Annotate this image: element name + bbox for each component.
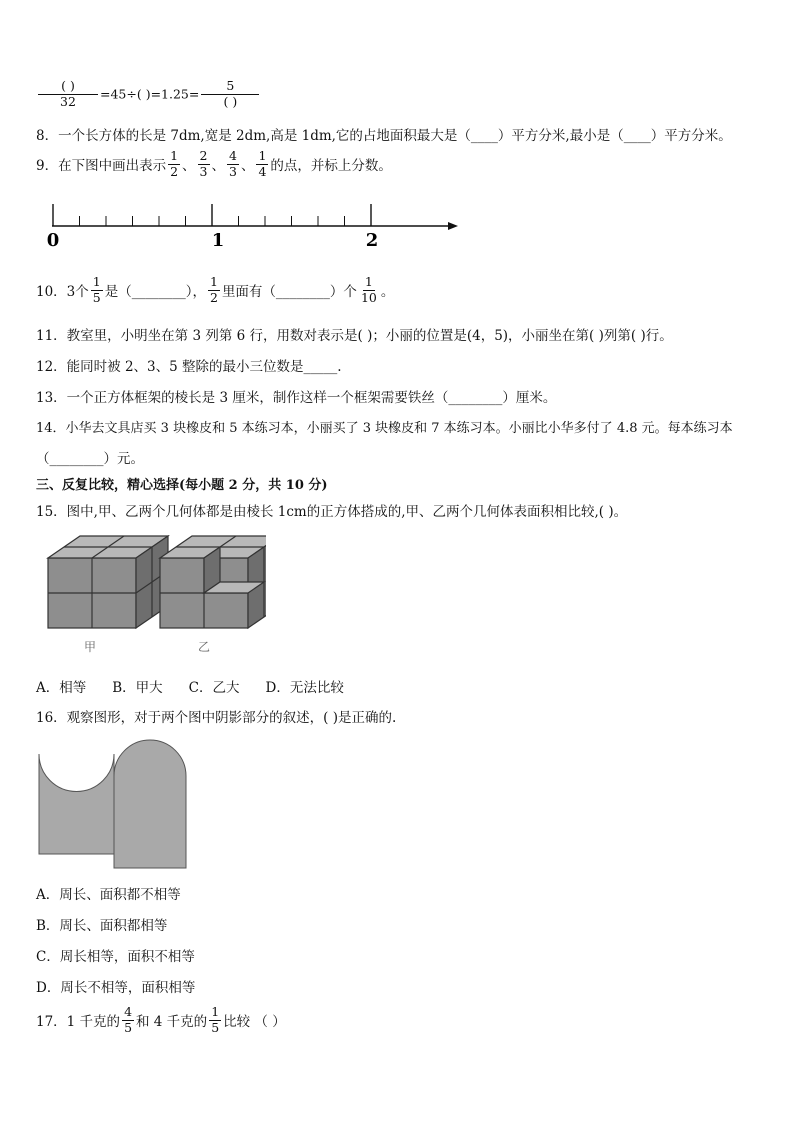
question-16: 16．观察图形，对于两个图中阴影部分的叙述，( )是正确的. — [36, 710, 397, 726]
fraction-half: $\frac{1}{2}$ — [170, 148, 179, 179]
fraction: $\frac{1}{5}$ — [211, 1004, 220, 1035]
fraction: $\frac{1}{2}$ — [209, 274, 218, 305]
option-d[interactable]: D．无法比较 — [265, 680, 344, 696]
question-15: 15．图中,甲、乙两个几何体都是由棱长 1cm的正方体搭成的,甲、乙两个几何体表面积相比较,( )。 — [36, 504, 628, 520]
option-b[interactable]: B．甲大 — [112, 680, 163, 696]
question-11: 11．教室里，小明坐在第 3 列第 6 行，用数对表示是( )；小丽的位置是(4，5)，小丽坐在第( )列第( )行。 — [36, 328, 673, 344]
question-16-option-a[interactable]: A．周长、面积都不相等 — [36, 887, 181, 903]
fraction-four-thirds: $\frac{4}{3}$ — [229, 148, 237, 179]
number-line-label-2: 2 — [365, 230, 379, 251]
figure-jia — [48, 536, 168, 628]
figure-label-yi: 乙 — [197, 640, 211, 654]
question-17: 17．1 千克的 $\frac{4}{5}$ 和 4 千克的 $\frac{1}{5}$ 比较 （ ） — [36, 1004, 286, 1035]
fraction: $\frac{( )}{32}$ — [38, 80, 98, 108]
question-9-suffix: 的点，并标上分数。 — [270, 158, 392, 174]
figure-yi — [160, 536, 266, 628]
cube-figures — [36, 530, 266, 658]
question-13: 13．一个正方体框架的棱长是 3 厘米，制作这样一个框架需要铁丝（________）厘米。 — [36, 390, 557, 406]
fraction: $\frac{4}{5}$ — [124, 1004, 133, 1035]
fraction: $\frac{1}{5}$ — [92, 274, 101, 305]
fraction: $\frac{5}{( )}$ — [201, 80, 259, 108]
fraction: $\frac{1}{10}$ — [360, 274, 377, 305]
question-7 — [36, 80, 261, 108]
question-12: 12．能同时被 2、3、5 整除的最小三位数是_____. — [36, 359, 342, 375]
question-9-prefix: 9．在下图中画出表示 — [36, 158, 167, 174]
fraction-two-thirds: $\frac{2}{3}$ — [199, 148, 208, 179]
question-9: 9．在下图中画出表示 $\frac{1}{2}$ 、 $\frac{2}{3}$ 、 $\frac{4}{3}$ 、 $\frac{1}{4}$ 的点，并标上分数。 — [36, 148, 392, 179]
question-7-text: =45÷( )=1.25= — [100, 86, 200, 102]
option-a[interactable]: A．相等 — [36, 680, 87, 696]
arrow-head-icon — [448, 222, 458, 230]
question-16-option-d[interactable]: D．周长不相等，面积相等 — [36, 980, 196, 996]
question-14-line-1: 14．小华去文具店买 3 块橡皮和 5 本练习本，小丽买了 3 块橡皮和 7 本练习本。小丽比小华多付了 4.8 元。每本练习本 — [36, 421, 733, 436]
number-line-label-1: 1 — [211, 230, 225, 251]
figure-label-jia: 甲 — [83, 640, 97, 654]
shape-semicircle-added — [114, 740, 186, 868]
question-16-option-c[interactable]: C．周长相等，面积不相等 — [36, 949, 195, 965]
number-line-ticks — [53, 204, 371, 226]
section-3-heading: 三、反复比较，精心选择(每小题 2 分，共 10 分) — [36, 478, 328, 493]
fraction-quarter: $\frac{1}{4}$ — [258, 148, 267, 179]
number-line — [40, 196, 470, 252]
option-c[interactable]: C．乙大 — [188, 680, 240, 696]
question-16-option-b[interactable]: B．周长、面积都相等 — [36, 918, 168, 934]
shaded-shapes — [36, 736, 192, 872]
shape-semicircle-cut — [39, 754, 114, 854]
question-10: 10．3个 $\frac{1}{5}$ 是（________）， $\frac{1}{2}$ 里面有（________）个 $\frac{1}{10}$ 。 — [36, 274, 395, 305]
question-15-options — [36, 676, 344, 696]
question-14-line-2: （________）元。 — [36, 451, 144, 467]
number-line-label-0: 0 — [46, 230, 60, 251]
question-8: 8．一个长方体的长是 7dm,宽是 2dm,高是 1dm,它的占地面积最大是（____）平方分米,最小是（____）平方分米。 — [36, 128, 732, 144]
